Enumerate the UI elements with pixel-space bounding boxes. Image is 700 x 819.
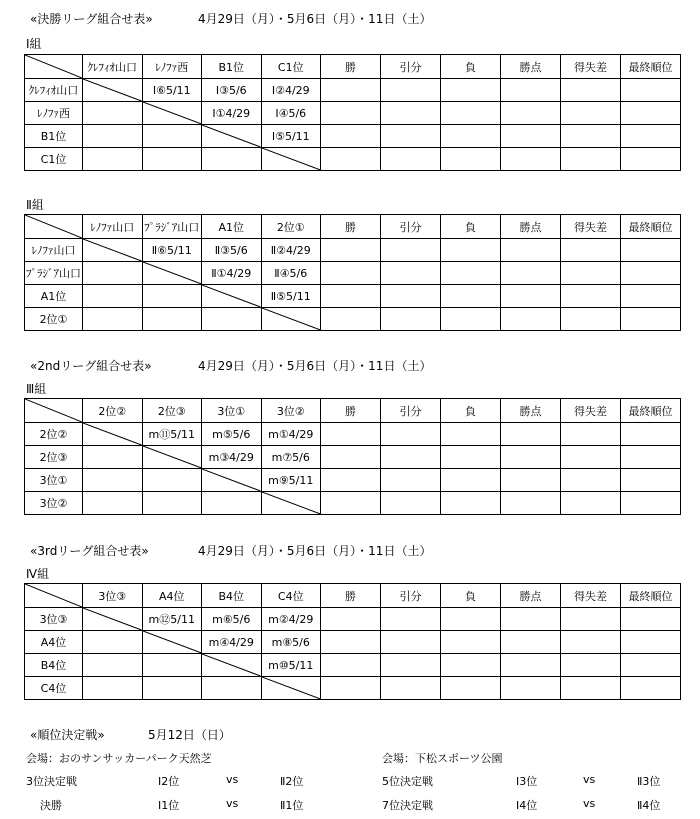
result-cell [381, 608, 441, 631]
result-cell [561, 654, 621, 677]
match-cell [142, 677, 202, 700]
result-header: 最終順位 [621, 215, 681, 239]
result-cell [621, 492, 681, 515]
match-cell: Ⅰ①4/29 [202, 102, 262, 125]
result-cell [321, 423, 381, 446]
column-team-header: ｸﾚﾌｨｵ山口 [83, 55, 143, 79]
match-cell: m③4/29 [202, 446, 262, 469]
result-cell [321, 492, 381, 515]
row-team-label: C4位 [25, 677, 83, 700]
diagonal-line [262, 148, 321, 170]
venue-left: 会場：おのサンサッカーパーク天然芝 [26, 752, 212, 765]
match-cell: Ⅱ①4/29 [202, 262, 262, 285]
result-header: 負 [441, 399, 501, 423]
result-cell [501, 654, 561, 677]
result-cell [561, 423, 621, 446]
result-cell [321, 469, 381, 492]
match-team-a: Ⅰ1位 [158, 799, 180, 812]
table-row [25, 262, 681, 285]
result-cell [501, 446, 561, 469]
row-team-label: ﾌﾟﾗｼﾞｱ山口 [25, 262, 83, 285]
group-label: Ⅱ組 [26, 198, 44, 212]
result-cell [501, 631, 561, 654]
diagonal-line [143, 262, 202, 284]
result-header: 負 [441, 215, 501, 239]
diagonal-line [202, 654, 261, 676]
result-cell [621, 469, 681, 492]
self-match-cell [202, 125, 262, 148]
self-match-cell [261, 148, 321, 171]
result-cell [501, 239, 561, 262]
result-cell [321, 285, 381, 308]
match-name: 7位決定戦 [382, 799, 433, 812]
league-dates: 4月29日（月）・5月6日（月）・11日（土） [198, 12, 432, 26]
result-cell [561, 492, 621, 515]
result-cell [561, 631, 621, 654]
row-team-label: ﾚﾉﾌｧ山口 [25, 239, 83, 262]
diagonal-line [25, 55, 82, 78]
diagonal-line [25, 215, 82, 238]
result-cell [621, 677, 681, 700]
match-cell: Ⅱ⑤5/11 [261, 285, 321, 308]
table-row [25, 631, 681, 654]
match-cell [142, 654, 202, 677]
result-header: 最終順位 [621, 55, 681, 79]
result-cell [321, 631, 381, 654]
result-cell [321, 102, 381, 125]
result-cell [381, 423, 441, 446]
corner-cell [25, 215, 83, 239]
result-header: 勝 [321, 55, 381, 79]
column-team-header: 2位① [261, 215, 321, 239]
result-cell [501, 469, 561, 492]
result-cell [381, 446, 441, 469]
match-cell: Ⅱ③5/6 [202, 239, 262, 262]
column-team-header: B1位 [202, 55, 262, 79]
result-cell [621, 148, 681, 171]
result-cell [501, 423, 561, 446]
result-header: 引分 [381, 584, 441, 608]
header-row [25, 399, 681, 423]
result-cell [561, 677, 621, 700]
result-header: 負 [441, 55, 501, 79]
result-cell [561, 262, 621, 285]
match-cell [83, 446, 143, 469]
match-cell: m①4/29 [261, 423, 321, 446]
result-cell [561, 239, 621, 262]
match-cell [142, 148, 202, 171]
row-team-label: B1位 [25, 125, 83, 148]
result-header: 勝 [321, 215, 381, 239]
match-cell [83, 102, 143, 125]
league-table [24, 214, 681, 331]
result-cell [621, 79, 681, 102]
diagonal-line [143, 631, 202, 653]
match-cell: Ⅰ⑥5/11 [142, 79, 202, 102]
result-cell [621, 239, 681, 262]
result-header: 得失差 [561, 215, 621, 239]
result-header: 得失差 [561, 584, 621, 608]
vs-label: vs [226, 773, 239, 786]
result-cell [441, 285, 501, 308]
result-cell [381, 262, 441, 285]
result-cell [441, 262, 501, 285]
diagonal-line [25, 584, 82, 607]
result-cell [621, 262, 681, 285]
result-cell [501, 677, 561, 700]
league-table [24, 583, 681, 700]
match-name: 5位決定戦 [382, 775, 433, 788]
table-row [25, 654, 681, 677]
header-row [25, 584, 681, 608]
result-cell [621, 125, 681, 148]
league-table [24, 398, 681, 515]
match-cell: m⑧5/6 [261, 631, 321, 654]
result-cell [381, 285, 441, 308]
match-team-a: Ⅰ3位 [516, 775, 538, 788]
result-cell [381, 308, 441, 331]
diagonal-line [83, 608, 142, 630]
row-team-label: 3位① [25, 469, 83, 492]
self-match-cell [142, 631, 202, 654]
result-cell [561, 308, 621, 331]
result-header: 引分 [381, 399, 441, 423]
result-cell [501, 308, 561, 331]
result-cell [501, 125, 561, 148]
result-cell [561, 608, 621, 631]
result-cell [621, 654, 681, 677]
vs-label: vs [583, 797, 596, 810]
diagonal-line [143, 446, 202, 468]
row-team-label: 2位② [25, 423, 83, 446]
result-cell [381, 631, 441, 654]
self-match-cell [83, 608, 143, 631]
corner-cell [25, 399, 83, 423]
result-cell [501, 608, 561, 631]
self-match-cell [142, 102, 202, 125]
table-row [25, 423, 681, 446]
table-row [25, 102, 681, 125]
table-row [25, 79, 681, 102]
match-cell [83, 677, 143, 700]
match-cell: Ⅱ⑥5/11 [142, 239, 202, 262]
result-cell [321, 239, 381, 262]
match-name: 3位決定戦 [26, 775, 77, 788]
self-match-cell [83, 423, 143, 446]
match-cell [83, 631, 143, 654]
column-team-header: 3位② [261, 399, 321, 423]
result-cell [621, 423, 681, 446]
table-row [25, 308, 681, 331]
self-match-cell [202, 285, 262, 308]
result-cell [321, 125, 381, 148]
result-cell [621, 608, 681, 631]
row-team-label: A1位 [25, 285, 83, 308]
column-team-header: ﾚﾉﾌｧ山口 [83, 215, 143, 239]
result-cell [621, 308, 681, 331]
match-team-b: Ⅱ1位 [280, 799, 304, 812]
match-cell: Ⅱ④5/6 [261, 262, 321, 285]
result-cell [561, 79, 621, 102]
match-cell: m②4/29 [261, 608, 321, 631]
match-cell [202, 148, 262, 171]
row-team-label: 3位③ [25, 608, 83, 631]
result-cell [441, 239, 501, 262]
match-cell [83, 125, 143, 148]
result-header: 引分 [381, 55, 441, 79]
column-team-header: B4位 [202, 584, 262, 608]
result-cell [501, 102, 561, 125]
header-row [25, 55, 681, 79]
row-team-label: 3位② [25, 492, 83, 515]
match-name: 決勝 [40, 799, 62, 812]
self-match-cell [83, 79, 143, 102]
match-team-b: Ⅱ3位 [637, 775, 661, 788]
row-team-label: ﾚﾉﾌｧ西 [25, 102, 83, 125]
match-cell [142, 469, 202, 492]
corner-cell [25, 584, 83, 608]
match-cell: m⑥5/6 [202, 608, 262, 631]
corner-cell [25, 55, 83, 79]
match-cell: m⑩5/11 [261, 654, 321, 677]
league-table [24, 54, 681, 171]
match-cell [142, 308, 202, 331]
table-row [25, 608, 681, 631]
match-cell [83, 308, 143, 331]
result-cell [381, 654, 441, 677]
result-cell [501, 492, 561, 515]
result-cell [621, 631, 681, 654]
column-team-header: 3位③ [83, 584, 143, 608]
result-cell [441, 608, 501, 631]
table-row [25, 148, 681, 171]
result-cell [561, 469, 621, 492]
result-cell [501, 262, 561, 285]
table-row [25, 677, 681, 700]
result-cell [441, 469, 501, 492]
diagonal-line [202, 469, 261, 491]
result-cell [561, 285, 621, 308]
column-team-header: C4位 [261, 584, 321, 608]
result-cell [321, 308, 381, 331]
self-match-cell [261, 677, 321, 700]
match-team-b: Ⅱ4位 [637, 799, 661, 812]
result-cell [561, 125, 621, 148]
match-cell [83, 469, 143, 492]
result-cell [441, 125, 501, 148]
result-header: 勝点 [501, 399, 561, 423]
result-header: 得失差 [561, 55, 621, 79]
result-cell [561, 446, 621, 469]
match-cell [142, 125, 202, 148]
match-cell: Ⅱ②4/29 [261, 239, 321, 262]
result-cell [621, 285, 681, 308]
result-cell [321, 148, 381, 171]
self-match-cell [261, 308, 321, 331]
match-team-b: Ⅱ2位 [280, 775, 304, 788]
diagonal-line [83, 423, 142, 445]
result-cell [501, 79, 561, 102]
table-row [25, 239, 681, 262]
match-cell [202, 308, 262, 331]
venue-right: 会場：下松スポーツ公園 [382, 752, 503, 765]
match-cell [83, 654, 143, 677]
result-cell [441, 446, 501, 469]
match-cell: m⑪5/11 [142, 423, 202, 446]
result-cell [321, 262, 381, 285]
playoff-date: 5月12日（日） [148, 728, 231, 742]
match-cell [83, 262, 143, 285]
row-team-label: A4位 [25, 631, 83, 654]
result-cell [321, 677, 381, 700]
group-label: Ⅳ組 [26, 567, 50, 581]
match-cell [142, 492, 202, 515]
match-cell: Ⅰ⑤5/11 [261, 125, 321, 148]
result-cell [441, 79, 501, 102]
result-cell [441, 631, 501, 654]
self-match-cell [83, 239, 143, 262]
result-cell [441, 654, 501, 677]
group-label: Ⅲ組 [26, 382, 47, 396]
table-row [25, 125, 681, 148]
diagonal-line [202, 285, 261, 307]
self-match-cell [261, 492, 321, 515]
match-cell [83, 285, 143, 308]
result-cell [321, 608, 381, 631]
column-team-header: ﾚﾉﾌｧ西 [142, 55, 202, 79]
diagonal-line [262, 677, 321, 699]
diagonal-line [262, 308, 321, 330]
result-cell [381, 469, 441, 492]
column-team-header: 2位② [83, 399, 143, 423]
result-cell [381, 677, 441, 700]
self-match-cell [142, 262, 202, 285]
result-cell [441, 492, 501, 515]
result-cell [561, 148, 621, 171]
result-cell [441, 423, 501, 446]
result-header: 勝点 [501, 55, 561, 79]
match-team-a: Ⅰ4位 [516, 799, 538, 812]
match-cell [142, 285, 202, 308]
vs-label: vs [583, 773, 596, 786]
result-header: 最終順位 [621, 584, 681, 608]
diagonal-line [262, 492, 321, 514]
group-label: Ⅰ組 [26, 37, 42, 51]
vs-label: vs [226, 797, 239, 810]
result-cell [441, 308, 501, 331]
result-cell [561, 102, 621, 125]
playoff-title: «順位決定戦» [30, 728, 105, 742]
result-cell [321, 446, 381, 469]
table-row [25, 469, 681, 492]
diagonal-line [143, 102, 202, 124]
column-team-header: 3位① [202, 399, 262, 423]
result-cell [381, 102, 441, 125]
diagonal-line [25, 399, 82, 422]
match-cell: m⑨5/11 [261, 469, 321, 492]
match-cell: m⑤5/6 [202, 423, 262, 446]
match-cell: Ⅰ③5/6 [202, 79, 262, 102]
result-header: 最終順位 [621, 399, 681, 423]
result-cell [321, 79, 381, 102]
league-dates: 4月29日（月）・5月6日（月）・11日（土） [198, 544, 432, 558]
diagonal-line [83, 239, 142, 261]
match-team-a: Ⅰ2位 [158, 775, 180, 788]
result-cell [441, 102, 501, 125]
column-team-header: C1位 [261, 55, 321, 79]
header-row [25, 215, 681, 239]
column-team-header: A1位 [202, 215, 262, 239]
result-cell [621, 446, 681, 469]
column-team-header: A4位 [142, 584, 202, 608]
match-cell [83, 148, 143, 171]
result-cell [321, 654, 381, 677]
table-row [25, 446, 681, 469]
result-header: 勝 [321, 399, 381, 423]
match-cell: m⑦5/6 [261, 446, 321, 469]
column-team-header: 2位③ [142, 399, 202, 423]
result-cell [441, 677, 501, 700]
diagonal-line [202, 125, 261, 147]
self-match-cell [142, 446, 202, 469]
result-cell [381, 125, 441, 148]
result-cell [501, 148, 561, 171]
match-cell [83, 492, 143, 515]
match-cell [202, 492, 262, 515]
match-cell [202, 677, 262, 700]
table-row [25, 285, 681, 308]
league-dates: 4月29日（月）・5月6日（月）・11日（土） [198, 359, 432, 373]
match-cell: Ⅰ②4/29 [261, 79, 321, 102]
result-cell [381, 148, 441, 171]
table-row [25, 492, 681, 515]
result-cell [501, 285, 561, 308]
league-title: «2ndリーグ組合せ表» [30, 359, 152, 373]
match-cell: m④4/29 [202, 631, 262, 654]
result-header: 得失差 [561, 399, 621, 423]
row-team-label: 2位① [25, 308, 83, 331]
result-cell [621, 102, 681, 125]
league-title: «3rdリーグ組合せ表» [30, 544, 149, 558]
result-cell [381, 492, 441, 515]
result-cell [381, 79, 441, 102]
result-header: 負 [441, 584, 501, 608]
match-cell: Ⅰ④5/6 [261, 102, 321, 125]
self-match-cell [202, 469, 262, 492]
result-header: 引分 [381, 215, 441, 239]
row-team-label: B4位 [25, 654, 83, 677]
result-header: 勝 [321, 584, 381, 608]
diagonal-line [83, 79, 142, 101]
row-team-label: 2位③ [25, 446, 83, 469]
self-match-cell [202, 654, 262, 677]
match-cell: m⑫5/11 [142, 608, 202, 631]
row-team-label: C1位 [25, 148, 83, 171]
result-header: 勝点 [501, 584, 561, 608]
result-cell [381, 239, 441, 262]
league-title: «決勝リーグ組合せ表» [30, 12, 153, 26]
row-team-label: ｸﾚﾌｨｵ山口 [25, 79, 83, 102]
result-header: 勝点 [501, 215, 561, 239]
column-team-header: ﾌﾟﾗｼﾞｱ山口 [142, 215, 202, 239]
result-cell [441, 148, 501, 171]
